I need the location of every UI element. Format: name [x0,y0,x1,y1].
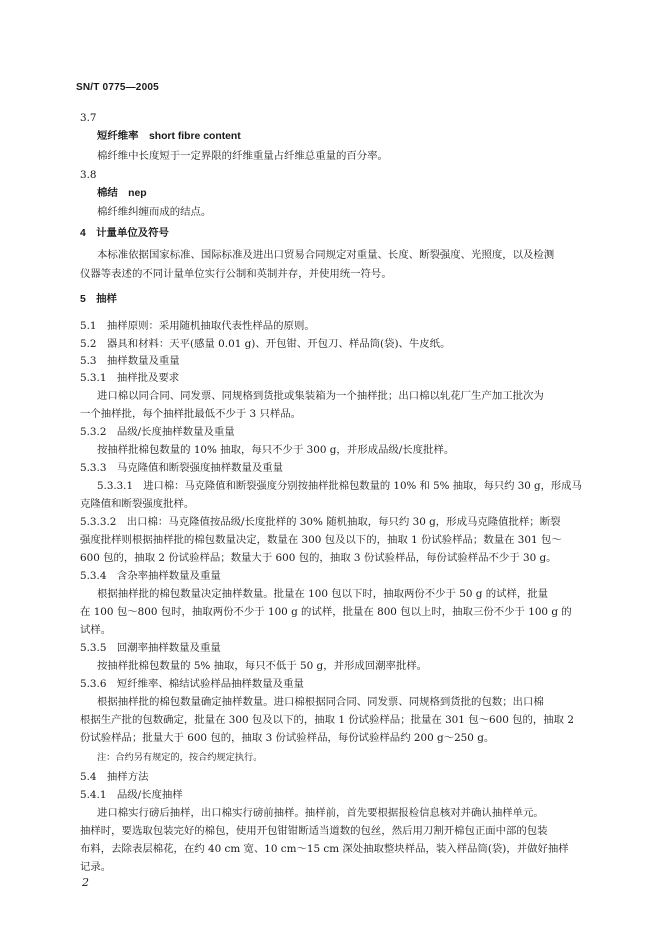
paragraph-line: 5.3.3.1 进口棉：马克隆值和断裂强度分别按抽样批棉包数量的 10% 和 5% 抽取，每只约 30 g，形成马 [97,480,582,492]
paragraph-line: 根据生产批的包数确定，批量在 300 包及以下的，抽取 1 份试验样品；批量在 301 包～600 包的，抽取 2 [80,714,574,726]
term-heading: 短纤维率 short fibre content [97,131,241,142]
standard-code-header: SN/T 0775—2005 [76,82,159,93]
paragraph-line: 克隆值和断裂强度批样。 [80,498,195,510]
paragraph-line: 布料，去除表层棉花，在约 40 cm 宽、10 cm～15 cm 深处抽取整块样品，装入样品筒(袋)，并做好抽样 [80,843,569,855]
paragraph-line: 根据抽样批的棉包数量确定抽样数量。进口棉根据同合同、同发票、同规格到货批的包数；出口棉 [97,696,544,708]
clause-number: 3.8 [80,169,97,181]
clause-line: 5.3.4 含杂率抽样数量及重量 [80,570,221,582]
paragraph-line: 试样。 [80,624,112,636]
paragraph-line: 记录。 [80,861,112,873]
paragraph-line: 进口棉以同合同、同发票、同规格到货批或集装箱为一个抽样批；出口棉以轧花厂生产加工批次为 [97,390,544,402]
note-line: 注：合约另有规定的，按合约规定执行。 [97,752,263,763]
paragraph-line: 600 包的，抽取 2 份试验样品；数量大于 600 包的，抽取 3 份试验样品，每份试验样品不少于 30 g。 [80,552,557,564]
paragraph-line: 5.3.3.2 出口棉：马克隆值按品级/长度批样的 30% 随机抽取，每只约 30 g，形成马克隆值批样；断裂 [80,516,561,528]
clause-line: 5.3.3 马克隆值和断裂强度抽样数量及重量 [80,462,284,474]
paragraph-line: 根据抽样批的棉包数量决定抽样数量。批量在 100 包以下时，抽取两份不少于 50 g 的试样，批量 [97,588,549,600]
clause-line: 5.4 抽样方法 [80,771,149,783]
paragraph-line: 在 100 包～800 包时，抽取两份不少于 100 g 的试样，批量在 800 包以上时，抽取三份不少于 100 g 的 [80,606,572,618]
page-number: 2 [82,876,89,889]
clause-line: 5.2 器具和材料：天平(感量 0.01 g)、开包钳、开包刀、样品筒(袋)、牛皮纸。 [80,338,451,350]
clause-line: 5.3.5 回潮率抽样数量及重量 [80,642,221,654]
paragraph-line: 按抽样批棉包数量的 5% 抽取，每只不低于 50 g，并形成回潮率批样。 [97,660,428,672]
paragraph-line: 仪器等表述的不同计量单位实行公制和英制并存，并使用统一符号。 [80,268,392,280]
section-heading: 5 抽样 [80,294,117,305]
clause-line: 5.1 抽样原则：采用随机抽取代表性样品的原则。 [80,320,315,332]
paragraph-line: 强度批样则根据抽样批的棉包数量决定，数量在 300 包及以下的，抽取 1 份试验样品；数量在 301 包～ [80,534,562,546]
paragraph-line: 本标准依据国家标准、国际标准及进出口贸易合同规定对重量、长度、断裂强度、光照度，以及检测 [97,249,555,261]
paragraph-line: 按抽样批棉包数量的 10% 抽取，每只不少于 300 g，并形成品级/长度批样。 [97,444,455,456]
term-definition: 棉纤维中长度短于一定界限的纤维重量占纤维总重量的百分率。 [97,150,388,162]
clause-line: 5.3.2 品级/长度抽样数量及重量 [80,426,235,438]
term-heading: 棉结 nep [97,188,147,199]
clause-line: 5.3.1 抽样批及要求 [80,372,180,384]
paragraph-line: 一个抽样批，每个抽样批最低不少于 3 只样品。 [80,408,302,420]
paragraph-line: 抽样时，要选取包装完好的棉包，使用开包钳钳断适当道数的包丝，然后用刀割开棉包正面中部的包装 [80,825,548,837]
clause-line: 5.3 抽样数量及重量 [80,355,180,367]
section-heading: 4 计量单位及符号 [80,228,169,239]
clause-line: 5.4.1 品级/长度抽样 [80,789,183,801]
clause-line: 5.3.6 短纤维率、棉结试验样品抽样数量及重量 [80,678,304,690]
term-definition: 棉纤维纠缠而成的结点。 [97,206,212,218]
paragraph-line: 份试验样品；批量大于 600 包的，抽取 3 份试验样品，每份试验样品约 200 g～250 g。 [80,732,495,744]
paragraph-line: 进口棉实行磅后抽样，出口棉实行磅前抽样。抽样前，首先要根据报检信息核对并确认抽样单元。 [97,807,544,819]
clause-number: 3.7 [80,112,97,124]
